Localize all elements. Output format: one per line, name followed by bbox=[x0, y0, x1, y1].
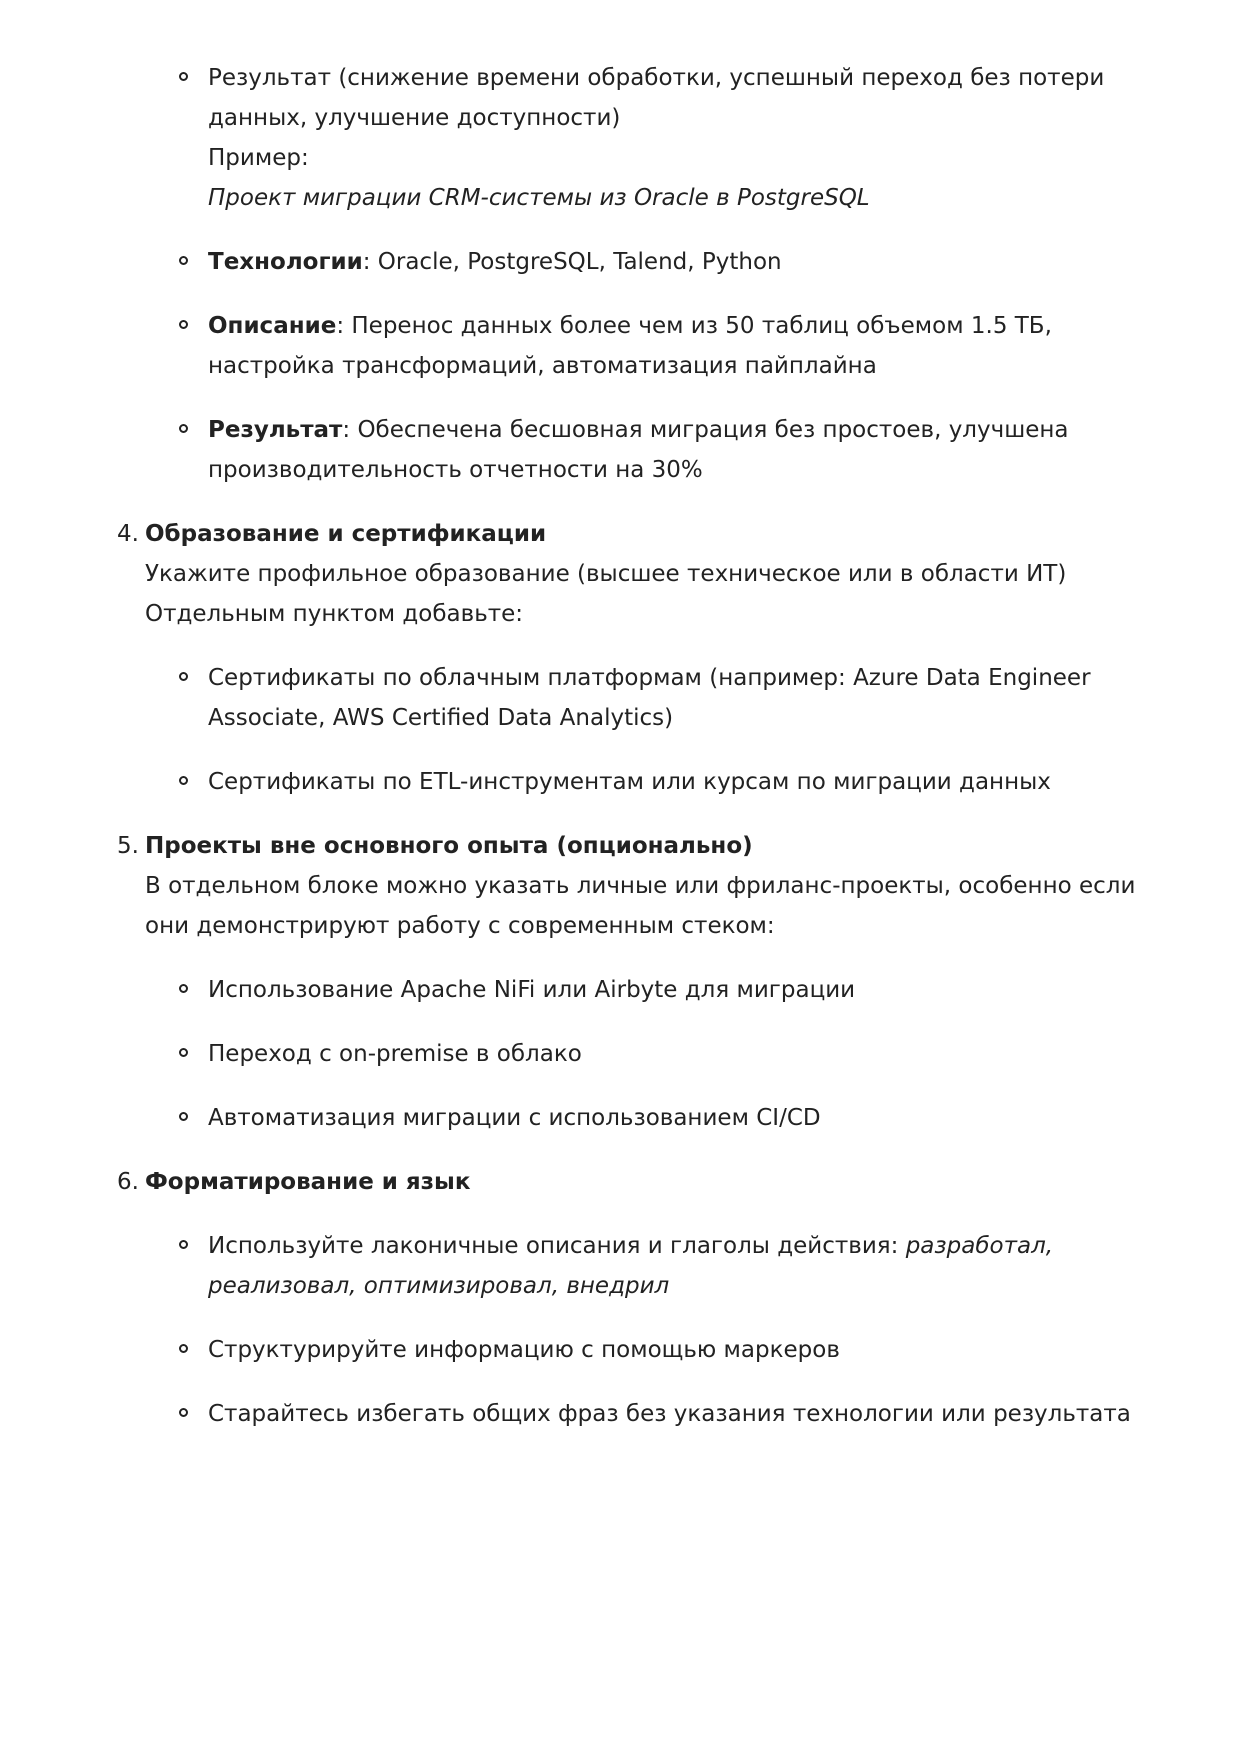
section-list bbox=[0, 1226, 1239, 1434]
section-line: В отдельном блоке можно указать личные или фриланс-проекты, особенно если они демонстрируют работу с современным стеком: bbox=[145, 873, 1136, 939]
list-item bbox=[0, 1330, 1239, 1370]
item-text: Переход с on-premise в облако bbox=[208, 1041, 582, 1067]
list-item bbox=[0, 1394, 1239, 1434]
section-number: 5. bbox=[117, 833, 139, 859]
item-text: : Обеспечена бесшовная миграция без простоев, улучшена производительность отчетности на 30% bbox=[208, 417, 1069, 483]
list-item bbox=[0, 762, 1239, 802]
section-side-projects bbox=[0, 826, 1239, 1138]
list-item bbox=[0, 970, 1239, 1010]
circle-bullet-icon bbox=[179, 672, 188, 681]
item-text: Результат (снижение времени обработки, успешный переход без потери данных, улучшение доступности) bbox=[208, 65, 1105, 131]
circle-bullet-icon bbox=[179, 1048, 188, 1057]
section-line: Отдельным пунктом добавьте: bbox=[145, 601, 524, 627]
item-text: : Перенос данных более чем из 50 таблиц объемом 1.5 ТБ, настройка трансформаций, автоматизация пайплайна bbox=[208, 313, 1052, 379]
section-number: 6. bbox=[117, 1169, 139, 1195]
circle-bullet-icon bbox=[179, 776, 188, 785]
item-italic: разработал, реализовал, оптимизировал, внедрил bbox=[208, 1233, 1054, 1299]
circle-bullet-icon bbox=[179, 1408, 188, 1417]
section-line: Укажите профильное образование (высшее техническое или в области ИТ) bbox=[145, 561, 1067, 587]
section-list bbox=[0, 658, 1239, 802]
list-item bbox=[0, 58, 1239, 218]
item-label: Описание bbox=[208, 313, 337, 339]
item-italic-line: Проект миграции CRM-системы из Oracle в PostgreSQL bbox=[208, 185, 870, 211]
circle-bullet-icon bbox=[179, 1112, 188, 1121]
item-text: Сертификаты по облачным платформам (например: Azure Data Engineer Associate, AWS Certified Data Analytics) bbox=[208, 665, 1091, 731]
item-text: Сертификаты по ETL-инструментам или курсам по миграции данных bbox=[208, 769, 1051, 795]
list-item bbox=[0, 658, 1239, 738]
item-extra-line: Пример: bbox=[208, 145, 309, 171]
section-title: Образование и сертификации bbox=[145, 521, 547, 547]
circle-bullet-icon bbox=[179, 1240, 188, 1249]
list-item bbox=[0, 1098, 1239, 1138]
item-text: Старайтесь избегать общих фраз без указания технологии или результата bbox=[208, 1401, 1131, 1427]
list-item bbox=[0, 242, 1239, 282]
circle-bullet-icon bbox=[179, 424, 188, 433]
section-title: Форматирование и язык bbox=[145, 1169, 471, 1195]
item-label: Результат bbox=[208, 417, 343, 443]
section-formatting bbox=[0, 1162, 1239, 1434]
circle-bullet-icon bbox=[179, 984, 188, 993]
item-text: Используйте лаконичные описания и глаголы действия: bbox=[208, 1233, 906, 1259]
circle-bullet-icon bbox=[179, 320, 188, 329]
item-label: Технологии bbox=[208, 249, 363, 275]
document-page bbox=[0, 58, 1239, 1458]
section-number: 4. bbox=[117, 521, 139, 547]
item-text: Структурируйте информацию с помощью маркеров bbox=[208, 1337, 840, 1363]
item-text: : Oracle, PostgreSQL, Talend, Python bbox=[362, 249, 782, 275]
item-text: Использование Apache NiFi или Airbyte для миграции bbox=[208, 977, 856, 1003]
circle-bullet-icon bbox=[179, 1344, 188, 1353]
section-list bbox=[0, 970, 1239, 1138]
section-title: Проекты вне основного опыта (опционально) bbox=[145, 833, 753, 859]
list-item bbox=[0, 306, 1239, 386]
list-item bbox=[0, 1226, 1239, 1306]
circle-bullet-icon bbox=[179, 72, 188, 81]
item-text: Автоматизация миграции с использованием CI/CD bbox=[208, 1105, 821, 1131]
intro-list bbox=[0, 58, 1239, 490]
circle-bullet-icon bbox=[179, 256, 188, 265]
list-item bbox=[0, 1034, 1239, 1074]
list-item bbox=[0, 410, 1239, 490]
section-education bbox=[0, 514, 1239, 802]
